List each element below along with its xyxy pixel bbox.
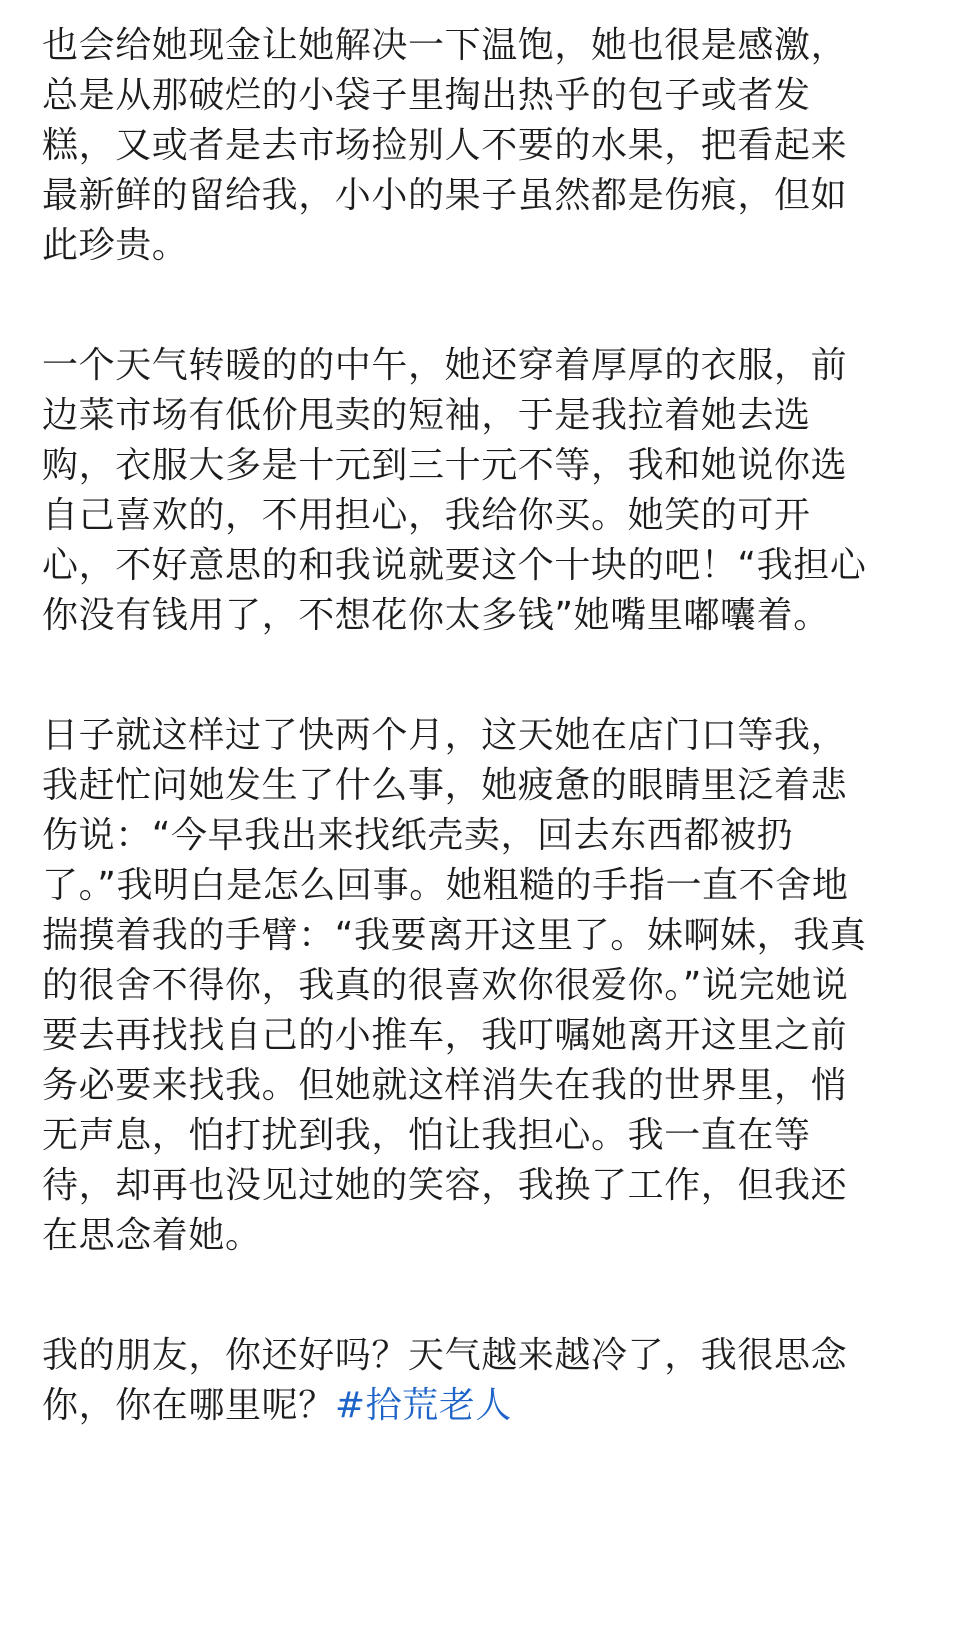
paragraph-line: 在思念着她。 [42,1215,262,1256]
paragraph-line: 也会给她现金让她解决一下温饱，她也很是感激， [42,25,848,66]
paragraph-line: 总是从那破烂的小袋子里掏出热乎的包子或者发 [42,75,811,116]
paragraph-line-last [42,1382,512,1430]
paragraph-line: 伤说：“今早我出来找纸壳卖，回去东西都被扔 [42,815,794,856]
paragraph-line: 待，却再也没见过她的笑容，我换了工作，但我还 [42,1165,848,1206]
paragraph-line: 最新鲜的留给我，小小的果子虽然都是伤痕，但如 [42,175,848,216]
last-line-text: 你，你在哪里呢？ [42,1385,335,1426]
paragraph-line: 此珍贵。 [42,225,189,266]
paragraph-line: 心，不好意思的和我说就要这个十块的吧！“我担心 [42,545,867,586]
paragraph-line: 糕，又或者是去市场捡别人不要的水果，把看起来 [42,125,848,166]
paragraph-line: 揣摸着我的手臂：“我要离开这里了。妹啊妹，我真 [42,915,867,956]
hashtag-link[interactable]: #拾荒老人 [334,1385,512,1426]
paragraph-line: 了。”我明白是怎么回事。她粗糙的手指一直不舍地 [42,865,849,906]
paragraph-line: 要去再找找自己的小推车，我叮嘱她离开这里之前 [42,1015,848,1056]
paragraph-line: 的很舍不得你，我真的很喜欢你很爱你。”说完她说 [42,965,849,1006]
paragraph-line: 购，衣服大多是十元到三十元不等，我和她说你选 [42,445,848,486]
paragraph-line: 自己喜欢的，不用担心，我给你买。她笑的可开 [42,495,811,536]
paragraph-line: 无声息，怕打扰到我，怕让我担心。我一直在等 [42,1115,811,1156]
paragraph-line: 边菜市场有低价甩卖的短袖，于是我拉着她去选 [42,395,811,436]
paragraph-line: 一个天气转暖的的中午，她还穿着厚厚的衣服，前 [42,345,848,386]
paragraph-line: 我赶忙问她发生了什么事，她疲惫的眼睛里泛着悲 [42,765,848,806]
paragraph-line: 我的朋友，你还好吗？天气越来越冷了，我很思念 [42,1335,848,1376]
paragraph-line: 日子就这样过了快两个月，这天她在店门口等我， [42,715,848,756]
paragraph-line: 你没有钱用了，不想花你太多钱”她嘴里嘟囔着。 [42,595,830,636]
paragraph-line: 务必要来找我。但她就这样消失在我的世界里，悄 [42,1065,848,1106]
